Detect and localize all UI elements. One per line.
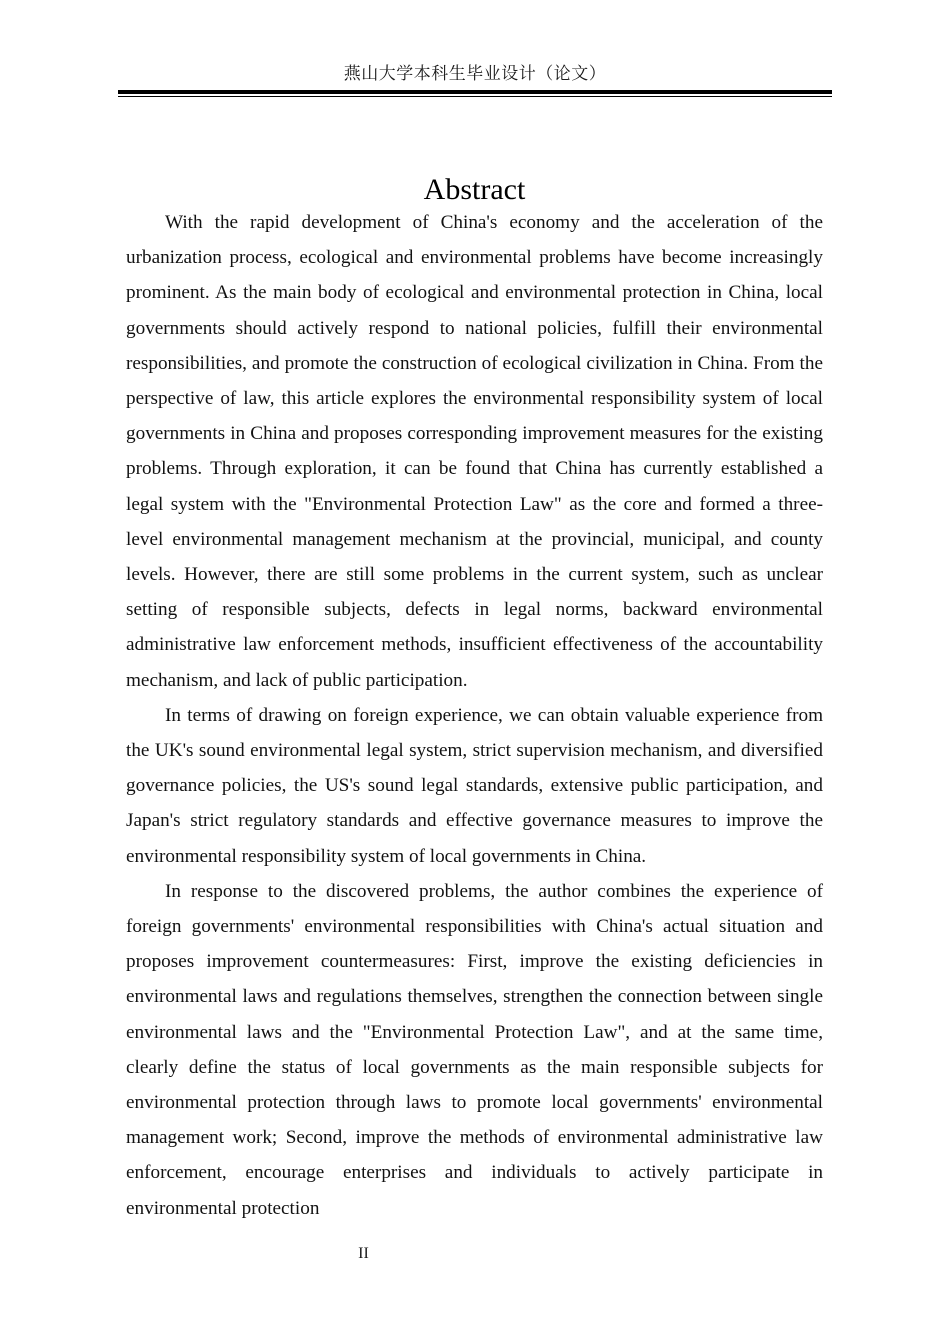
page-header — [118, 62, 832, 97]
page-footer — [126, 1243, 823, 1265]
abstract-body — [126, 205, 823, 1226]
paragraph-1: With the rapid development of China's economy and the acceleration of the urbanization process, ecological and environmental problems have become increasingly prominent. As the main body of ecological and environmental protection in China, local governments should actively respond to national policies, fulfill their environmental responsibilities, and promote the construction of ecological civilization in China. From the perspective of law, this article explores the environmental responsibility system of local governments in China and proposes corresponding improvement measures for the existing problems. Through exploration, it can be found that China has currently established a legal system with the "Environmental Protection Law" as the core and formed a three-level environmental management mechanism at the provincial, municipal, and county levels. However, there are still some problems in the current system, such as unclear setting of responsible subjects, defects in legal norms, backward environmental administrative law enforcement methods, insufficient effectiveness of the accountability mechanism, and lack of public participation. — [126, 212, 823, 691]
page-title: Abstract — [423, 173, 526, 207]
paragraph-3: In response to the discovered problems, the author combines the experience of foreign governments' environmental responsibilities with China's actual situation and proposes improvement countermeasures: First, improve the existing deficiencies in environmental laws and regulations themselves, strengthen the connection between single environmental laws and the "Environmental Protection Law", and at the same time, clearly define the status of local governments as the main responsible subjects for environmental protection through laws to promote local governments' environmental management work; Second, improve the methods of environmental administrative law enforcement, encourage enterprises and individuals to actively participate in environmental protection — [126, 880, 823, 1219]
page-number: II — [358, 1245, 369, 1262]
running-header-title: 燕山大学本科生毕业设计（论文） — [343, 64, 607, 84]
paragraph-2: In terms of drawing on foreign experience, we can obtain valuable experience from the UK's sound environmental legal system, strict supervision mechanism, and diversified governance policies, the US's sound legal standards, extensive public participation, and Japan's strict regulatory standards and effective governance measures to improve the environmental responsibility system of local governments in China. — [126, 704, 823, 867]
header-rule-thin — [118, 96, 832, 97]
header-double-rule — [118, 90, 832, 97]
